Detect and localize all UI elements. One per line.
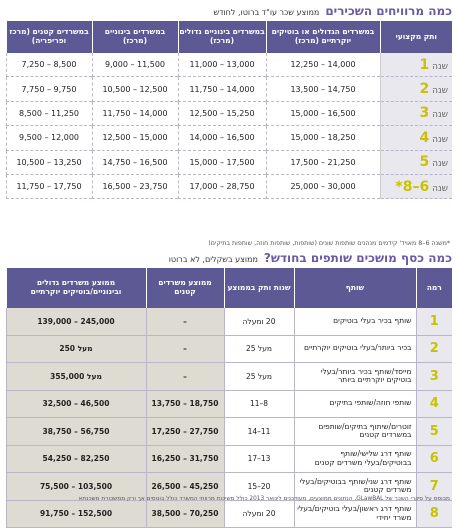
salary-cell: 14,000 – 11,750	[178, 77, 266, 101]
header-small-offices: במשרדים קטנים (מרכז ופריפריה)	[6, 21, 92, 53]
section2-footnote: מבוסס על סקרי השכר של GLawBAL, הנתונים ממוצעים, מעודכנים לינואר 2013 כולל משיכות מרווחי המשרד כולל בונוסים אך ורק ממשכורת משכנתא	[78, 496, 450, 502]
table-row	[6, 308, 452, 335]
salary-cell: 15,250 – 12,500	[178, 101, 266, 125]
small-office-cell: –	[146, 363, 224, 391]
salary-cell: 13,250 – 10,500	[6, 150, 92, 174]
big-office-cell: מעל 250	[6, 335, 146, 363]
header-seniority: ותק מקצועי	[380, 21, 452, 53]
years-cell: 20 ומעלה	[224, 500, 294, 528]
table-row	[6, 363, 452, 391]
header-medium-offices: במשרדים בינוניים (מרכז)	[92, 21, 178, 53]
small-office-cell: 45,250 – 26,500	[146, 473, 224, 501]
rank-number: 4	[416, 390, 452, 418]
small-office-cell: 27,750 – 17,250	[146, 418, 224, 446]
header-medium-large-offices: במשרדים בינוניים גדולים (מרכז)	[178, 21, 266, 53]
year-label: שנה 2	[380, 77, 452, 101]
role-cell: מייסד/שותף בכיר ביותר/בעלי בוטיקים יוקרתיים ביותר	[294, 363, 416, 391]
table-row	[6, 126, 452, 150]
small-office-cell: –	[146, 308, 224, 335]
salary-cell: 14,000 – 12,250	[266, 53, 380, 77]
year-label: שנה 1	[380, 53, 452, 77]
section1-subtitle: ממוצע שכר עו"ד ברוטו, לחודש	[213, 8, 320, 17]
big-office-cell: 46,500 – 32,500	[6, 390, 146, 418]
section2-title: כמה כסף מושכים שותפים בחודש?ממוצע בשקלים, לא ברוטו	[168, 251, 452, 265]
big-office-cell: 152,500 – 91,750	[6, 500, 146, 528]
big-office-cell: 82,250 – 54,250	[6, 445, 146, 473]
year-label: שנה 5	[380, 150, 452, 174]
rank-number: 8	[416, 500, 452, 528]
big-office-cell: 245,000 – 139,000	[6, 308, 146, 335]
rank-number: 7	[416, 473, 452, 501]
years-cell: 11–14	[224, 418, 294, 446]
role-cell: בכיר ביותר/בעלי בוטיקים יוקרתיים	[294, 335, 416, 363]
small-office-cell: 18,750 – 13,750	[146, 390, 224, 418]
header-rank: רמה	[416, 268, 452, 308]
table-row	[6, 500, 452, 528]
table-row	[6, 53, 452, 77]
salary-table-header	[6, 21, 452, 53]
small-office-cell: 31,750 – 16,250	[146, 445, 224, 473]
table-row	[6, 335, 452, 363]
role-cell: שותף דרג ראשון/בעלי בוטיקים/בעלי משרד יחידי	[294, 500, 416, 528]
section1-title: כמה מרוויחים השכיריםממוצע שכר עו"ד ברוטו, לחודש	[213, 4, 452, 18]
salary-cell: 14,750 – 13,500	[266, 77, 380, 101]
role-cell: שותף דרג שני/שותף בבוטיקים/בעלי משרדים קטנים	[294, 473, 416, 501]
salary-cell: 17,500 – 15,000	[178, 150, 266, 174]
header-partner: שותף	[294, 268, 416, 308]
table-row	[6, 101, 452, 125]
salary-table	[6, 21, 453, 199]
table-row	[6, 77, 452, 101]
section2-subtitle: ממוצע בשקלים, לא ברוטו	[168, 255, 258, 264]
role-cell: שותף בכיר בעלי בוטיקים	[294, 308, 416, 335]
big-office-cell: 56,750 – 38,750	[6, 418, 146, 446]
salary-cell: 23,750 – 16,500	[92, 174, 178, 198]
salary-cell: 28,750 – 17,000	[178, 174, 266, 198]
header-large-offices: במשרדים הגדולים או בוטיקים יוקרתיים (מרכז)	[266, 21, 380, 53]
years-cell: מעל 25	[224, 363, 294, 391]
salary-cell: 15,000 – 12,500	[92, 126, 178, 150]
salary-cell: 30,000 – 25,000	[266, 174, 380, 198]
salary-cell: 13,000 – 11,000	[178, 53, 266, 77]
salary-cell: 12,000 – 9,500	[6, 126, 92, 150]
rank-number: 2	[416, 335, 452, 363]
role-cell: זוטרים/שיתוף בתיקים/שותפים במשרדים קטנים	[294, 418, 416, 446]
year-label: שנה 4	[380, 126, 452, 150]
salary-cell: 12,500 – 10,500	[92, 77, 178, 101]
years-cell: 8–11	[224, 390, 294, 418]
salary-cell: 18,250 – 15,000	[266, 126, 380, 150]
small-office-cell: –	[146, 335, 224, 363]
rank-number: 1	[416, 308, 452, 335]
years-cell: מעל 25	[224, 335, 294, 363]
role-cell: שותף דרג שלישי/שותף בבוטיקים/בעלי משרדים קטנים	[294, 445, 416, 473]
section1-footnote: *משנה 6–8 מאויד' קידמים מנהנים שותפות שונים (שותפות, שותפות חוזה, שותפות בתיקים)	[208, 240, 450, 247]
salary-cell: 11,250 – 8,500	[6, 101, 92, 125]
salary-cell: 8,500 – 7,250	[6, 53, 92, 77]
year-label: שנה 3	[380, 101, 452, 125]
table-row	[6, 390, 452, 418]
rank-number: 5	[416, 418, 452, 446]
year-label: שנה 6–8*	[380, 174, 452, 198]
header-years: שנות ותק בממוצע	[224, 268, 294, 308]
header-small-avg: ממוצע משרדים קטנים	[146, 268, 224, 308]
rank-number: 3	[416, 363, 452, 391]
table-row	[6, 445, 452, 473]
partners-table-header	[6, 268, 452, 308]
big-office-cell: 103,500 – 75,500	[6, 473, 146, 501]
salary-cell: 14,000 – 11,750	[92, 101, 178, 125]
salary-cell: 16,500 – 14,750	[92, 150, 178, 174]
role-cell: שותפי חוזה/שותפי בתיקים	[294, 390, 416, 418]
partners-table	[6, 268, 453, 528]
table-row	[6, 418, 452, 446]
salary-cell: 9,750 – 7,750	[6, 77, 92, 101]
table-row	[6, 150, 452, 174]
salary-cell: 17,750 – 11,750	[6, 174, 92, 198]
years-cell: 20 ומעלה	[224, 308, 294, 335]
header-big-avg: ממוצע משרדים גדולים ובינוניים/בוטיקים יוקרתיים	[6, 268, 146, 308]
table-row	[6, 174, 452, 198]
years-cell: 13–17	[224, 445, 294, 473]
salary-cell: 16,500 – 15,000	[266, 101, 380, 125]
salary-cell: 21,250 – 17,500	[266, 150, 380, 174]
years-cell: 20–15	[224, 473, 294, 501]
small-office-cell: 70,250 – 38,500	[146, 500, 224, 528]
salary-cell: 16,500 – 14,000	[178, 126, 266, 150]
salary-cell: 11,500 – 9,000	[92, 53, 178, 77]
rank-number: 6	[416, 445, 452, 473]
big-office-cell: מעל 355,000	[6, 363, 146, 391]
